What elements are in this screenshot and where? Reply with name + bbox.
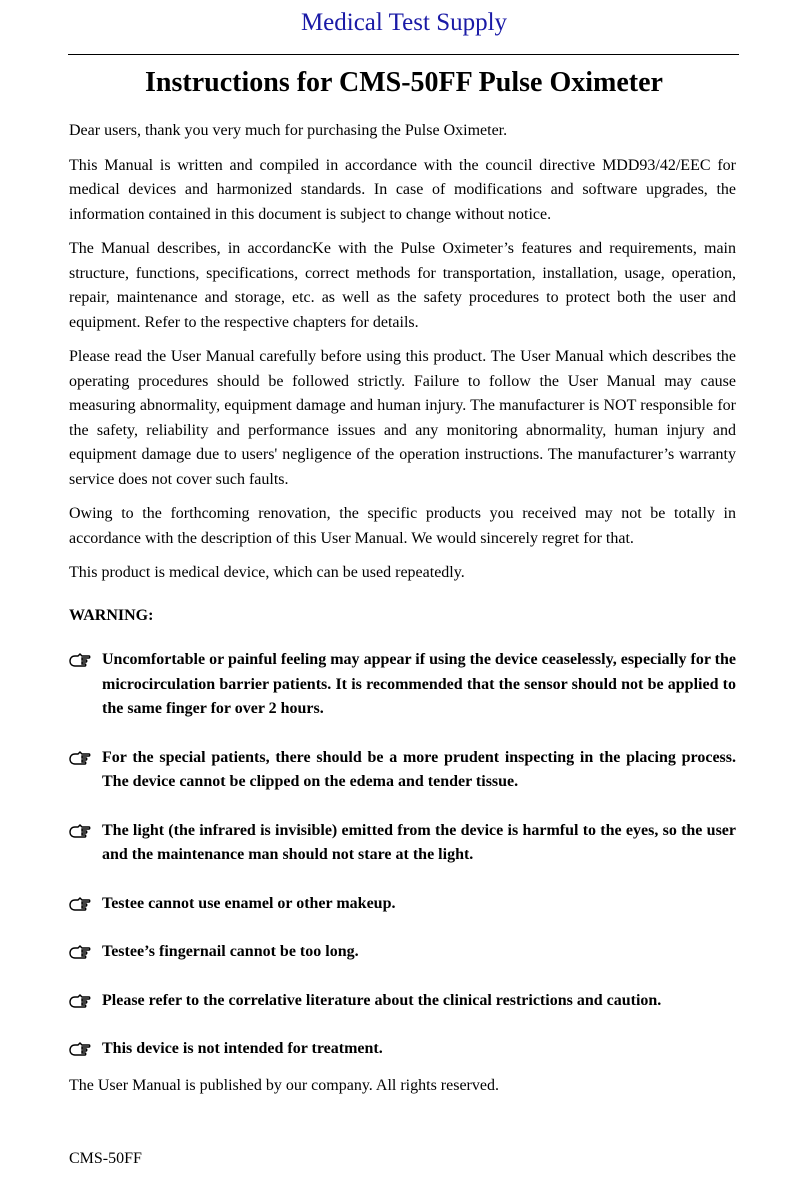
- paragraph-read-manual: Please read the User Manual carefully before using this product. The User Manual which describes the operating procedures should be followed strictly. Failure to follow the User Manual may cause measuring abnormality, equipment damage and human injury. The manufacturer is NOT responsible for the safety, reliability and performance issues and any monitoring abnormality, human injury and equipment damage due to users' negligence of the operation instructions. The manufacturer’s warranty service does not cover such faults.: [69, 348, 736, 488]
- warning-text: For the special patients, there should be a more prudent inspecting in the placing process. The device cannot be clipped on the edema and tender tissue.: [102, 748, 736, 790]
- warning-item: [69, 746, 736, 795]
- pointing-hand-icon: [69, 896, 91, 914]
- pointing-hand-icon: [69, 652, 91, 670]
- pointing-hand-icon: [69, 1041, 91, 1059]
- pointing-hand-icon: [69, 944, 91, 962]
- paragraph-greeting: Dear users, thank you very much for purchasing the Pulse Oximeter.: [69, 122, 508, 139]
- page-title: Instructions for CMS-50FF Pulse Oximeter: [145, 67, 663, 98]
- paragraph-scope: The Manual describes, in accordancKe with the Pulse Oximeter’s features and requirements, main structure, functions, specifications, correct methods for transportation, installation, usage, operation, repair, maintenance and storage, etc. as well as the safety procedures to protect both the user and equipment. Refer to the respective chapters for details.: [69, 240, 736, 331]
- paragraph-reusable: This product is medical device, which can be used repeatedly.: [69, 564, 465, 581]
- document-body: [69, 119, 736, 1098]
- warning-item: [69, 892, 736, 917]
- warning-text: Uncomfortable or painful feeling may appear if using the device ceaselessly, especially for the microcirculation barrier patients. It is recommended that the sensor should not be applied to the same finger for over 2 hours.: [102, 651, 736, 717]
- warning-text: The light (the infrared is invisible) emitted from the device is harmful to the eyes, so the user and the maintenance man should not stare at the light.: [102, 821, 736, 863]
- pointing-hand-icon: [69, 750, 91, 768]
- warning-item: [69, 989, 736, 1014]
- company-header: Medical Test Supply: [300, 9, 508, 36]
- pointing-hand-icon: [69, 823, 91, 841]
- warning-heading: WARNING:: [69, 606, 154, 624]
- warning-text: This device is not intended for treatment.: [102, 1040, 383, 1057]
- footer-model: CMS-50FF: [69, 1150, 142, 1167]
- warning-list: [69, 648, 736, 1062]
- warning-text: Please refer to the correlative literature about the clinical restrictions and caution.: [102, 991, 662, 1009]
- paragraph-renovation: Owing to the forthcoming renovation, the specific products you received may not be totally in accordance with the description of this User Manual. We would sincerely regret for that.: [69, 505, 736, 547]
- pointing-hand-icon: [69, 993, 91, 1011]
- warning-item: [69, 819, 736, 868]
- warning-text: Testee’s fingernail cannot be too long.: [102, 943, 359, 960]
- header-divider: [68, 54, 739, 55]
- warning-item: [69, 648, 736, 722]
- warning-text: Testee cannot use enamel or other makeup.: [102, 894, 396, 912]
- warning-item: [69, 940, 736, 965]
- paragraph-directive: This Manual is written and compiled in accordance with the council directive MDD93/42/EEC for medical devices and harmonized standards. In case of modifications and software upgrades, the information contained in this document is subject to change without notice.: [69, 156, 736, 223]
- warning-item: [69, 1037, 736, 1062]
- rights-statement: The User Manual is published by our company. All rights reserved.: [69, 1076, 499, 1094]
